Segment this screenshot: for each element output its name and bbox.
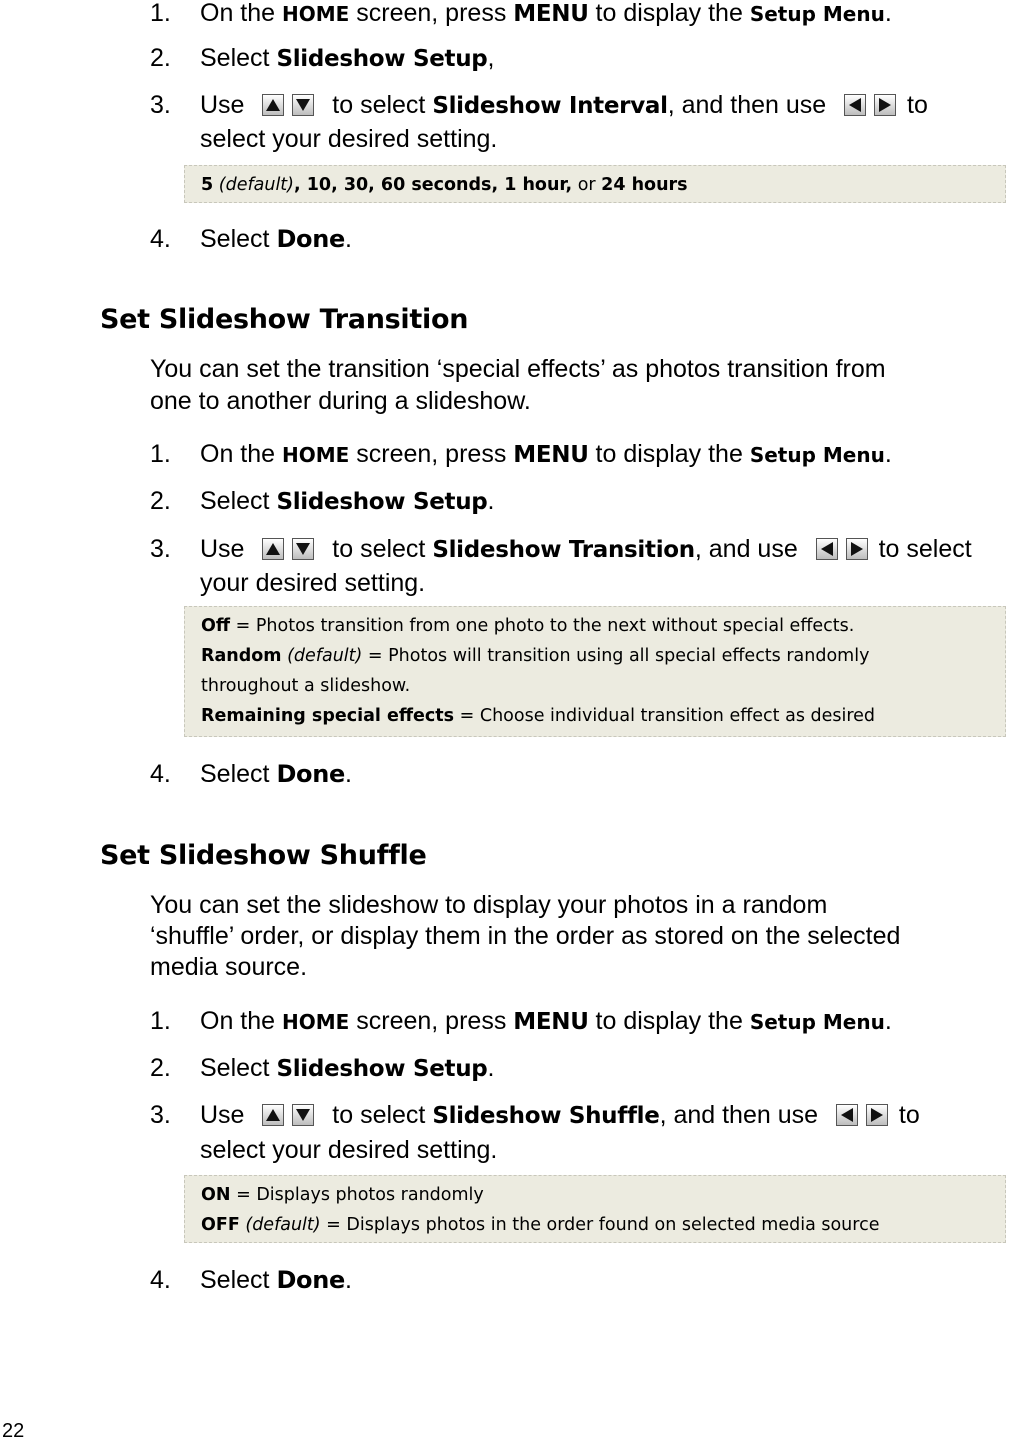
step-number: 4. xyxy=(150,225,171,253)
shuffle-intro-line3: media source. xyxy=(150,953,308,981)
note-line-on: ON = Displays photos randomly xyxy=(201,1185,484,1205)
step-2-text: Select Slideshow Setup. xyxy=(200,487,495,515)
transition-intro-line1: You can set the transition ‘special effects’ as photos transition from xyxy=(150,355,886,383)
left-arrow-icon xyxy=(844,94,866,116)
step-3-text: Use to select Slideshow Interval, and then use to xyxy=(200,91,928,119)
down-arrow-icon xyxy=(292,1104,314,1126)
shuffle-options-note xyxy=(184,1175,1006,1243)
step-4-text: Select Done. xyxy=(200,225,352,253)
step-number: 4. xyxy=(150,1266,171,1294)
interval-options-note: 5 (default), 10, 30, 60 seconds, 1 hour, or 24 hours xyxy=(184,165,1006,203)
step-2-text: Select Slideshow Setup, xyxy=(200,44,495,72)
step-3-line2: your desired setting. xyxy=(200,569,426,597)
page-number: 22 xyxy=(2,1420,25,1442)
step-1-text: On the HOME screen, press MENU to display the Setup Menu. xyxy=(200,1007,892,1035)
step-1-text: On the HOME screen, press MENU to display the Setup Menu. xyxy=(200,440,892,468)
step-number: 2. xyxy=(150,487,171,515)
transition-options-note xyxy=(184,606,1006,737)
left-arrow-icon xyxy=(816,538,838,560)
up-arrow-icon xyxy=(262,94,284,116)
right-arrow-icon xyxy=(846,538,868,560)
step-number: 3. xyxy=(150,535,171,563)
note-line-random-cont: throughout a slideshow. xyxy=(201,676,411,696)
step-3-line2: select your desired setting. xyxy=(200,1136,498,1164)
up-arrow-icon xyxy=(262,1104,284,1126)
left-arrow-icon xyxy=(836,1104,858,1126)
step-number: 2. xyxy=(150,1054,171,1082)
down-arrow-icon xyxy=(292,538,314,560)
shuffle-intro-line2: ‘shuffle’ order, or display them in the order as stored on the selected xyxy=(150,922,901,950)
step-2-text: Select Slideshow Setup. xyxy=(200,1054,495,1082)
right-arrow-icon xyxy=(874,94,896,116)
step-number: 3. xyxy=(150,91,171,119)
section-heading-shuffle: Set Slideshow Shuffle xyxy=(100,840,427,871)
step-number: 2. xyxy=(150,44,171,72)
note-line-off: OFF (default) = Displays photos in the order found on selected media source xyxy=(201,1215,880,1235)
note-line-remaining: Remaining special effects = Choose individual transition effect as desired xyxy=(201,706,876,726)
step-3-text: Use to select Slideshow Shuffle, and then use to xyxy=(200,1101,920,1129)
step-4-text: Select Done. xyxy=(200,1266,352,1294)
step-1-text: On the HOME screen, press MENU to display the Setup Menu. xyxy=(200,0,892,27)
up-arrow-icon xyxy=(262,538,284,560)
step-3-line2: select your desired setting. xyxy=(200,125,498,153)
step-4-text: Select Done. xyxy=(200,760,352,788)
right-arrow-icon xyxy=(866,1104,888,1126)
step-number: 4. xyxy=(150,760,171,788)
note-line-off: Off = Photos transition from one photo to the next without special effects. xyxy=(201,616,855,636)
step-number: 3. xyxy=(150,1101,171,1129)
step-3-text: Use to select Slideshow Transition, and use to select xyxy=(200,535,972,563)
step-number: 1. xyxy=(150,440,171,468)
shuffle-intro-line1: You can set the slideshow to display your photos in a random xyxy=(150,891,828,919)
note-line-random: Random (default) = Photos will transition using all special effects randomly xyxy=(201,646,870,666)
section-heading-transition: Set Slideshow Transition xyxy=(100,304,469,335)
down-arrow-icon xyxy=(292,94,314,116)
step-number: 1. xyxy=(150,0,171,27)
transition-intro-line2: one to another during a slideshow. xyxy=(150,387,531,415)
step-number: 1. xyxy=(150,1007,171,1035)
